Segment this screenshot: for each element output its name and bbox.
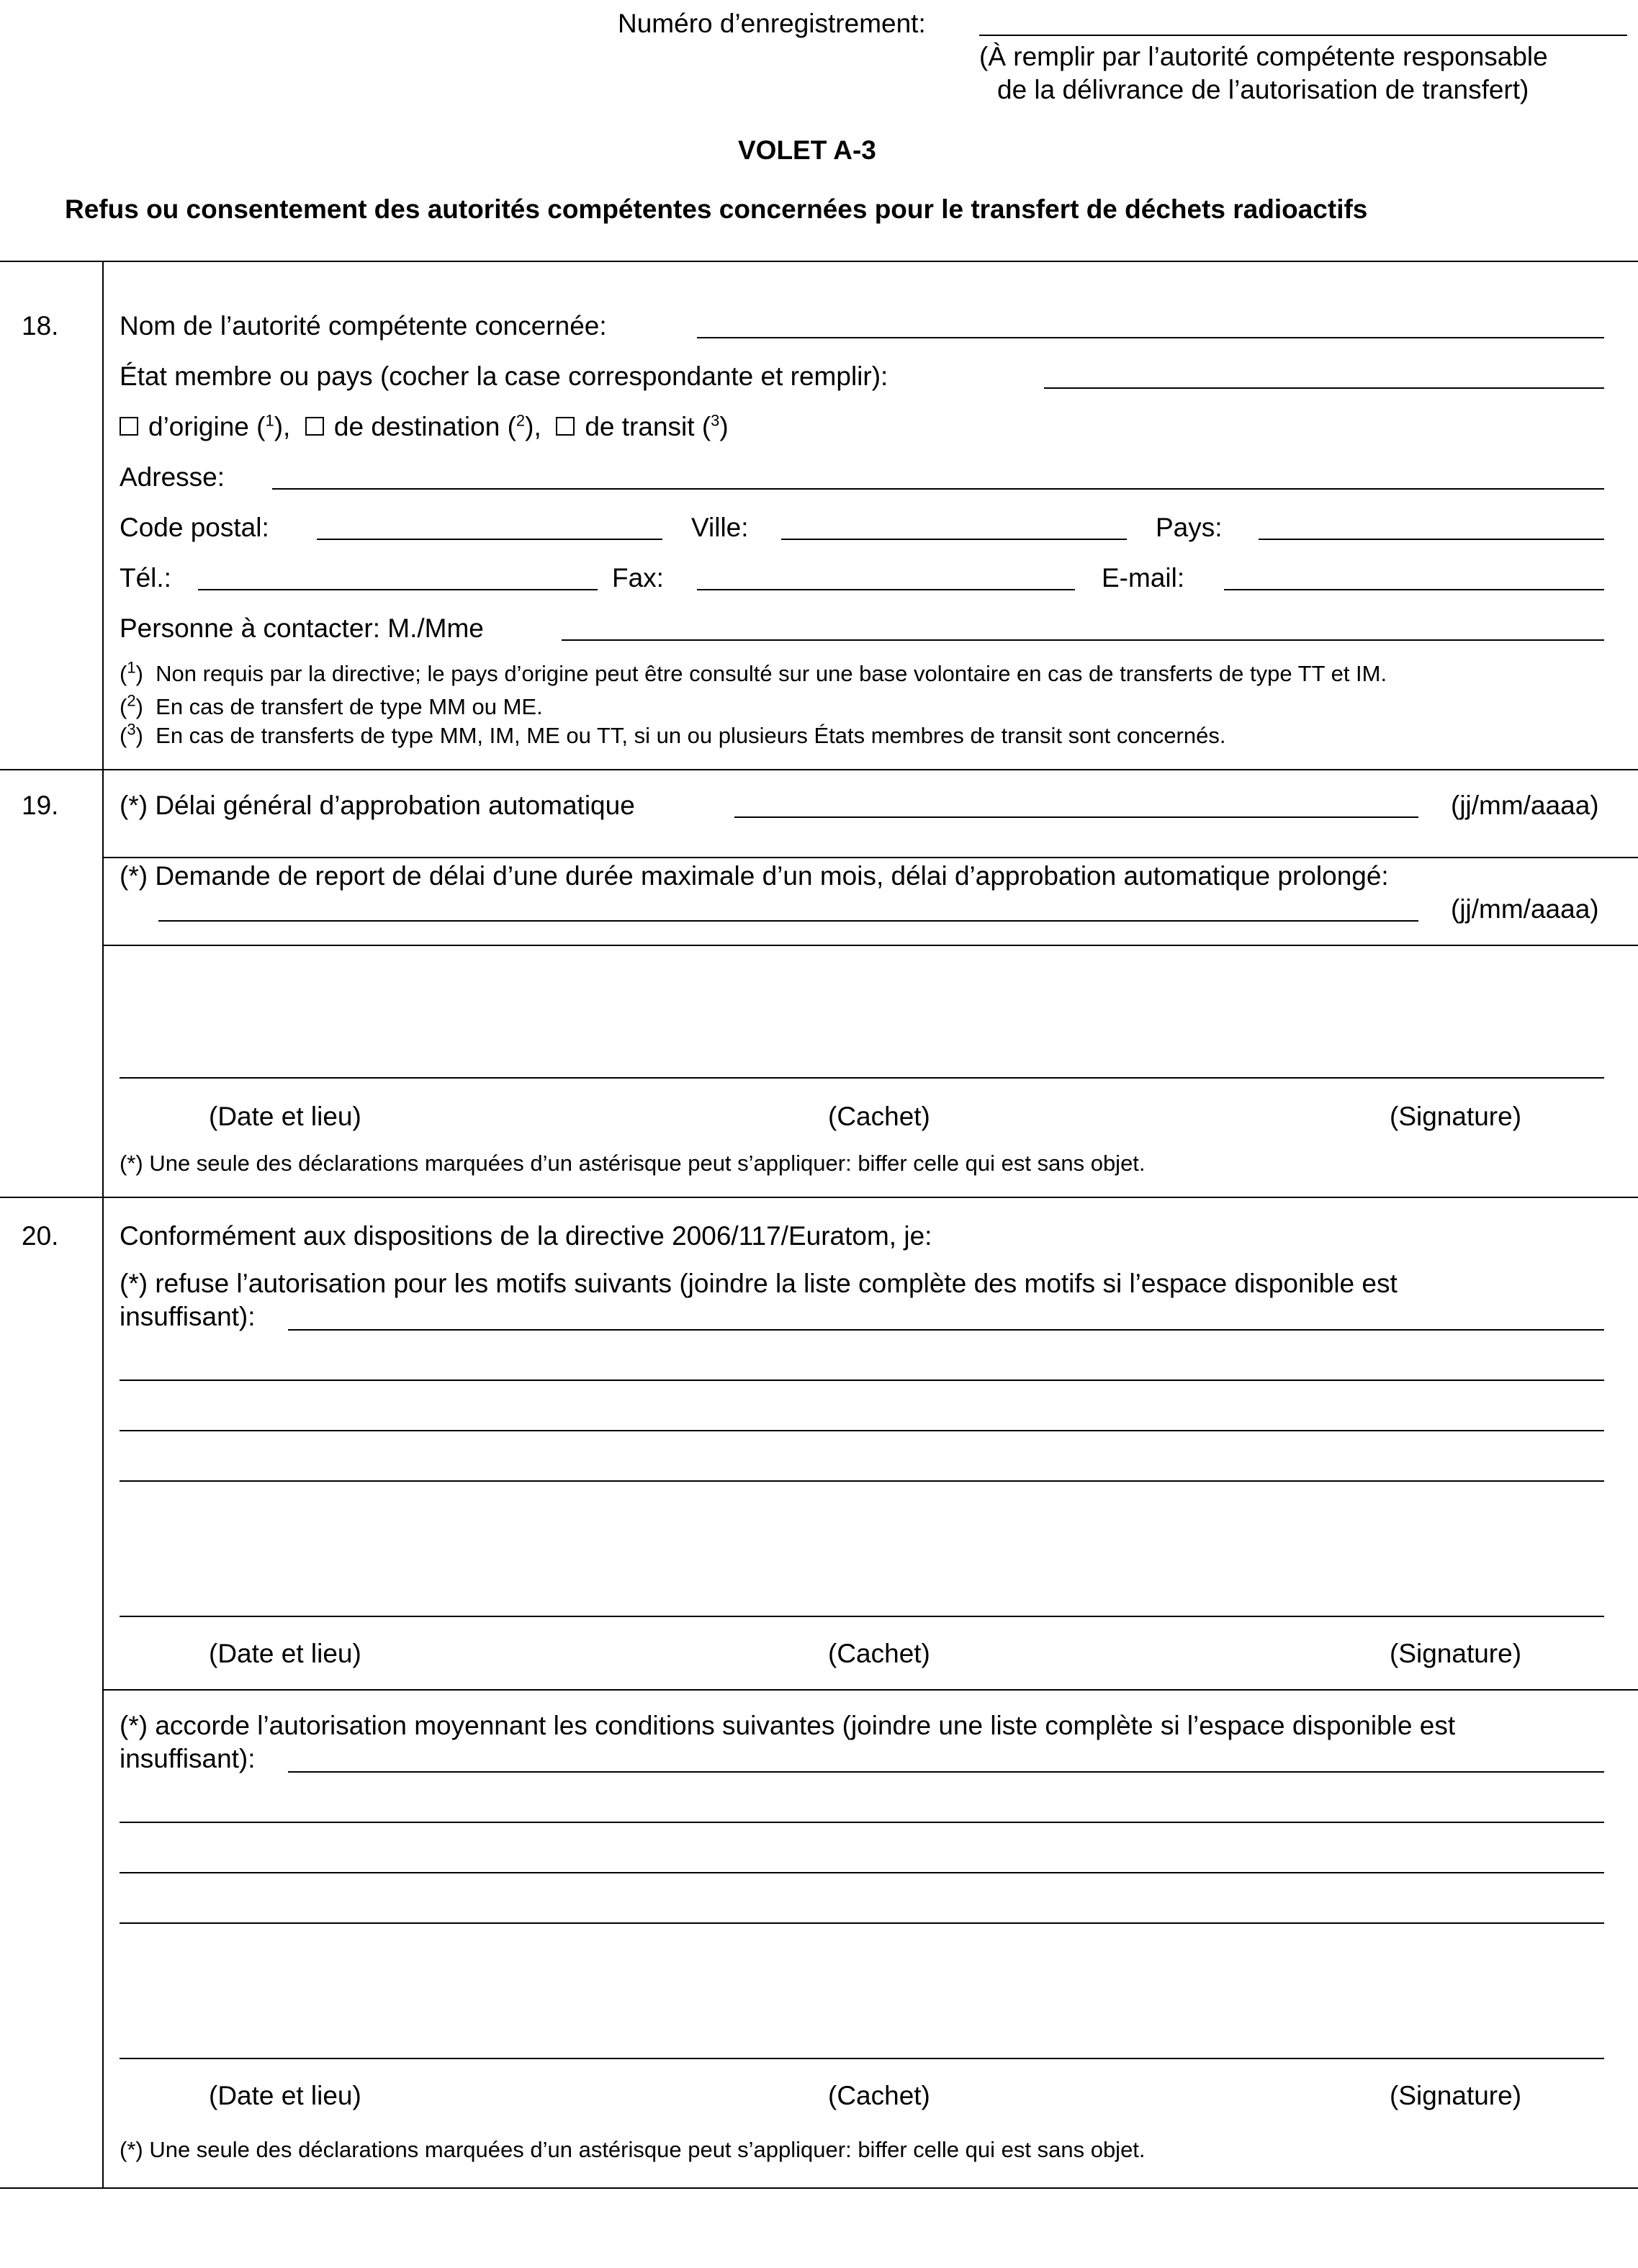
- registration-note-line1: (À remplir par l’autorité compétente responsable: [979, 42, 1548, 71]
- signature-line-20-consent[interactable]: [120, 2058, 1604, 2059]
- row-subdivider-19b: [102, 945, 1638, 946]
- row-subdivider-20: [102, 1689, 1638, 1691]
- transit-footnote-ref: 3: [711, 411, 720, 430]
- city-field[interactable]: [781, 539, 1127, 540]
- authority-name-label: Nom de l’autorité compétente concernée:: [120, 311, 607, 341]
- signature-label-19: (Signature): [1390, 1102, 1522, 1131]
- signature-label-20b: (Signature): [1390, 2081, 1522, 2110]
- consent-condition-line-1[interactable]: [288, 1771, 1604, 1773]
- consent-condition-line-2[interactable]: [120, 1822, 1604, 1823]
- origin-footnote-ref: 1: [265, 411, 274, 430]
- transit-label-end: ): [719, 412, 729, 441]
- origin-label-end: ),: [274, 412, 291, 441]
- footnote-3-text: En cas de transferts de type MM, IM, ME ou TT, si un ou plusieurs États membres de transit sont concernés.: [156, 723, 1226, 748]
- row-divider-19-20: [0, 1197, 1638, 1198]
- extension-request-label: (*) Demande de report de délai d’une durée maximale d’un mois, délai d’approbation automatique prolongé:: [120, 861, 1389, 891]
- footnote-2-text: En cas de transfert de type MM ou ME.: [156, 694, 543, 719]
- footnote-1-text: Non requis par la directive; le pays d’origine peut être consulté sur une base volontaire en cas de transferts de type TT et IM.: [156, 661, 1387, 686]
- refusal-reason-line-4[interactable]: [120, 1480, 1604, 1482]
- phone-label: Tél.:: [120, 563, 171, 593]
- signature-line-19[interactable]: [120, 1077, 1604, 1079]
- country-label: Pays:: [1156, 513, 1223, 542]
- address-field[interactable]: [272, 488, 1604, 490]
- authority-name-field[interactable]: [697, 337, 1604, 338]
- consent-condition-line-3[interactable]: [120, 1872, 1604, 1873]
- destination-checkbox[interactable]: [305, 417, 324, 436]
- table-bottom-border: [0, 2187, 1638, 2189]
- email-label: E-mail:: [1102, 563, 1185, 593]
- refusal-label-line1: (*) refuse l’autorisation pour les motifs suivants (joindre la liste complète des motifs si l’espace disponible est: [120, 1269, 1398, 1298]
- section-number-19: 19.: [22, 791, 59, 820]
- registration-number-field[interactable]: [979, 35, 1627, 36]
- postal-code-field[interactable]: [317, 539, 662, 540]
- date-place-label-19: (Date et lieu): [209, 1102, 361, 1131]
- country-field[interactable]: [1259, 539, 1604, 540]
- date-place-label-20b: (Date et lieu): [209, 2081, 361, 2110]
- approval-deadline-label: (*) Délai général d’approbation automatique: [120, 791, 635, 820]
- registration-number-label: Numéro d’enregistrement:: [618, 9, 926, 38]
- email-field[interactable]: [1224, 589, 1604, 590]
- destination-label: de destination (: [333, 412, 516, 441]
- postal-code-label: Code postal:: [120, 513, 269, 542]
- destination-label-end: ),: [525, 412, 541, 441]
- fax-field[interactable]: [697, 589, 1075, 590]
- state-type-options: [120, 412, 729, 442]
- form-subtitle: Refus ou consentement des autorités compétentes concernées pour le transfert de déchets radioactifs: [65, 194, 1368, 224]
- consent-condition-line-4[interactable]: [120, 1922, 1604, 1924]
- origin-label: d’origine (: [148, 412, 266, 441]
- origin-checkbox[interactable]: [120, 417, 138, 436]
- member-state-label: État membre ou pays (cocher la case correspondante et remplir):: [120, 361, 888, 391]
- row-subdivider-19a: [102, 857, 1638, 858]
- consent-label-line2: insuffisant):: [120, 1744, 256, 1773]
- consent-label-line1: (*) accorde l’autorisation moyennant les conditions suivantes (joindre une liste complète si l’espace disponible est: [120, 1711, 1456, 1740]
- stamp-label-19: (Cachet): [828, 1102, 930, 1131]
- city-label: Ville:: [691, 513, 749, 542]
- signature-line-20-refusal[interactable]: [120, 1616, 1604, 1617]
- form-title: VOLET A-3: [738, 135, 876, 165]
- approval-deadline-format: (jj/mm/aaaa): [1451, 791, 1599, 820]
- stamp-label-20a: (Cachet): [828, 1639, 930, 1668]
- footnote-3: ($^3$) En cas de transferts de type MM, IM, ME ou TT, si un ou plusieurs États membres de transit sont concernés.: [120, 720, 1226, 748]
- transit-label: de transit (: [585, 412, 711, 441]
- registration-note-line2: de la délivrance de l’autorisation de transfert): [997, 75, 1529, 104]
- date-place-label-20a: (Date et lieu): [209, 1639, 361, 1668]
- number-column-divider: [102, 261, 104, 2189]
- footnote-3-number: 3: [127, 720, 136, 739]
- member-state-field[interactable]: [1044, 387, 1604, 389]
- signature-label-20a: (Signature): [1390, 1639, 1522, 1668]
- asterisk-note-20: (*) Une seule des déclarations marquées d’un astérisque peut s’appliquer: biffer celle qui est sans objet.: [120, 2137, 1146, 2162]
- fax-label: Fax:: [612, 563, 664, 593]
- directive-intro: Conformément aux dispositions de la directive 2006/117/Euratom, je:: [120, 1221, 932, 1251]
- row-divider-18-19: [0, 769, 1638, 770]
- approval-deadline-field[interactable]: [734, 816, 1418, 818]
- footnote-1: ($^1$) Non requis par la directive; le pays d’origine peut être consulté sur une base volontaire en cas de transferts de type TT et IM.: [120, 658, 1387, 686]
- footnote-1-number: 1: [127, 658, 136, 677]
- extension-deadline-field[interactable]: [158, 920, 1418, 922]
- table-top-border: [0, 261, 1638, 262]
- section-number-20: 20.: [22, 1221, 59, 1251]
- refusal-reason-line-3[interactable]: [120, 1430, 1604, 1431]
- contact-person-label: Personne à contacter: M./Mme: [120, 613, 484, 643]
- refusal-reason-line-1[interactable]: [288, 1329, 1604, 1331]
- extension-deadline-format: (jj/mm/aaaa): [1451, 894, 1599, 924]
- contact-person-field[interactable]: [562, 639, 1604, 641]
- refusal-reason-line-2[interactable]: [120, 1380, 1604, 1381]
- footnote-2: ($^2$) En cas de transfert de type MM ou ME.: [120, 691, 543, 719]
- refusal-label-line2: insuffisant):: [120, 1302, 256, 1331]
- phone-field[interactable]: [198, 589, 598, 590]
- destination-footnote-ref: 2: [516, 411, 526, 430]
- footnote-2-number: 2: [127, 691, 136, 710]
- asterisk-note-19: (*) Une seule des déclarations marquées d’un astérisque peut s’appliquer: biffer celle qui est sans objet.: [120, 1151, 1146, 1176]
- transit-checkbox[interactable]: [556, 417, 575, 436]
- section-number-18: 18.: [22, 311, 59, 341]
- address-label: Adresse:: [120, 462, 225, 492]
- stamp-label-20b: (Cachet): [828, 2081, 930, 2110]
